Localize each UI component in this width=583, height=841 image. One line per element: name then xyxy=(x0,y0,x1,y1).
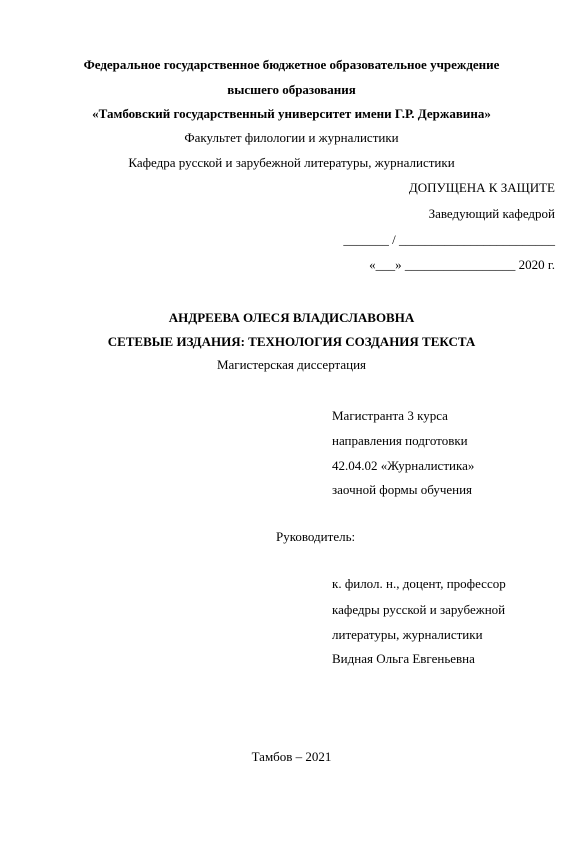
student-line-1: Магистранта 3 курса xyxy=(332,408,448,423)
student-line-3: 42.04.02 «Журналистика» xyxy=(332,458,475,473)
work-type: Магистерская диссертация xyxy=(216,357,367,372)
supervisor-name: Видная Ольга Евгеньевна xyxy=(332,651,475,666)
department-name: Кафедра русской и зарубежной литературы, журналистики xyxy=(128,155,455,170)
supervisor-line-2: кафедры русской и зарубежной xyxy=(332,602,506,617)
signature-line: _______ / ________________________ xyxy=(343,232,555,247)
supervisor-label: Руководитель: xyxy=(276,529,356,544)
institution-line-1: Федеральное государственное бюджетное образовательное учреждение xyxy=(83,57,500,72)
student-line-2: направления подготовки xyxy=(332,433,468,448)
approval-date-line: «___» _________________ 2020 г. xyxy=(369,257,555,272)
thesis-title: СЕТЕВЫЕ ИЗДАНИЯ: ТЕХНОЛОГИЯ СОЗДАНИЯ ТЕКСТА xyxy=(107,334,476,349)
approval-status: ДОПУЩЕНА К ЗАЩИТЕ xyxy=(408,180,555,195)
author-name: АНДРЕЕВА ОЛЕСЯ ВЛАДИСЛАВОВНА xyxy=(168,310,415,325)
faculty-name: Факультет филологии и журналистики xyxy=(184,130,399,145)
institution-line-2: высшего образования xyxy=(227,82,356,97)
university-name: «Тамбовский государственный университет имени Г.Р. Державина» xyxy=(92,106,491,121)
supervisor-line-1: к. филол. н., доцент, профессор xyxy=(332,576,506,591)
student-line-4: заочной формы обучения xyxy=(332,482,473,497)
city-year: Тамбов – 2021 xyxy=(251,749,332,764)
approval-role: Заведующий кафедрой xyxy=(428,206,555,221)
supervisor-line-3: литературы, журналистики xyxy=(332,627,483,642)
